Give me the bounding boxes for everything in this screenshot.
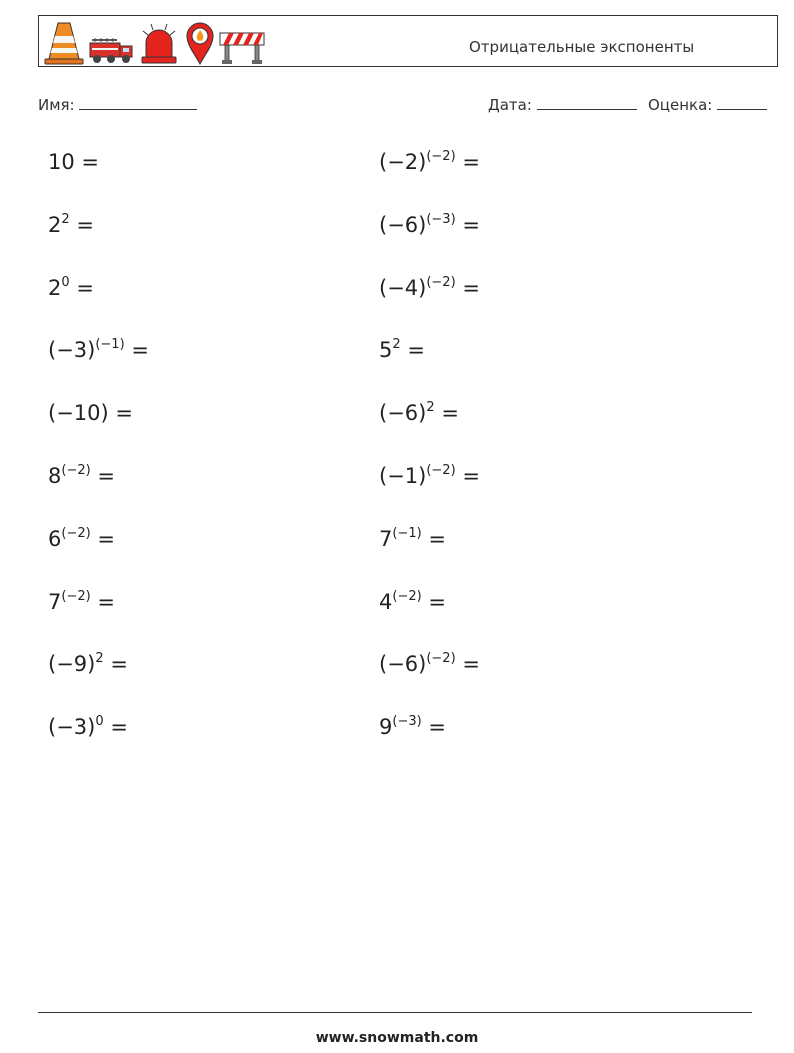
equals-sign: = [428,526,446,551]
equals-sign: = [462,275,480,300]
worksheet-title: Отрицательные экспоненты [469,38,695,56]
problem-item [379,715,446,739]
equals-sign: = [462,150,480,174]
problem-base: (−3) [48,338,96,363]
problem-item [379,150,480,174]
problem-base: 4 [379,589,393,614]
equals-sign: = [76,275,94,300]
problem-base: (−4) [379,275,427,300]
problem-exponent: 2 [426,400,435,416]
problem-exponent: (−2) [392,588,422,604]
problem-base: 8 [48,464,62,488]
problem-base: (−6) [379,401,427,426]
equals-sign: = [462,652,480,677]
problem-base: 2 [48,212,62,237]
fire-location-pin-icon [185,21,215,65]
footer-divider [38,1012,752,1013]
equals-sign: = [110,715,128,740]
equals-sign: = [131,338,149,363]
equals-sign: = [462,464,480,488]
name-field [38,95,197,114]
header-icons [43,19,265,65]
problem-item [379,652,480,676]
problem-base: 5 [379,338,393,363]
name-label: Имя: [38,96,75,114]
footer-website: www.snowmath.com [315,1030,479,1046]
problem-exponent: (−1) [392,525,422,541]
problem-base: 6 [48,526,62,551]
name-blank[interactable] [79,95,197,110]
problem-base: 9 [379,715,393,740]
siren-icon [137,21,181,65]
problem-item [48,276,94,300]
equals-sign: = [407,338,425,363]
problem-item [379,401,459,425]
problem-exponent: (−3) [426,211,456,227]
problem-item [48,464,115,488]
problem-exponent: (−2) [426,463,456,478]
fire-truck-icon [89,35,133,65]
problem-base: (−6) [379,212,427,237]
grade-label: Оценка: [648,96,713,114]
problem-exponent: (−2) [61,525,91,541]
problem-item [48,213,94,237]
equals-sign: = [441,401,459,426]
equals-sign: = [97,589,115,614]
problem-base: (−10) [48,401,109,426]
grade-field [648,95,767,114]
problem-base: 7 [379,526,393,551]
road-barrier-icon [219,31,265,65]
worksheet-header [38,15,778,67]
problem-item [379,590,446,614]
equals-sign: = [462,212,480,237]
problem-item [379,338,425,362]
traffic-cone-icon [43,21,85,65]
problem-item [48,150,99,174]
problem-base: (−6) [379,652,427,677]
problem-item [48,401,133,425]
equals-sign: = [81,150,100,174]
equals-sign: = [428,589,446,614]
date-field [488,95,637,114]
problem-base: (−9) [48,652,96,677]
problem-exponent: 0 [95,714,104,730]
equals-sign: = [428,715,446,740]
problem-exponent: 0 [61,274,70,290]
problem-base: 10 [48,150,75,174]
problem-base: (−2) [379,150,427,174]
problem-exponent: 2 [392,337,401,353]
problem-exponent: 2 [61,211,70,227]
problem-exponent: (−2) [426,651,456,667]
problem-item [379,527,446,551]
equals-sign: = [110,652,128,677]
problem-base: (−3) [48,715,96,740]
problem-item [48,715,128,739]
problem-exponent: (−1) [95,337,125,353]
problem-item [48,338,149,362]
problem-exponent: (−2) [426,149,456,164]
problem-base: 2 [48,275,62,300]
problem-item [48,527,115,551]
equals-sign: = [97,464,115,488]
problem-exponent: (−3) [392,714,422,730]
problem-exponent: (−2) [61,588,91,604]
problem-exponent: (−2) [61,463,91,478]
problem-base: (−1) [379,464,427,488]
date-blank[interactable] [537,95,637,110]
problem-base: 7 [48,589,62,614]
problem-item [379,276,480,300]
equals-sign: = [76,212,94,237]
problem-exponent: (−2) [426,274,456,290]
problem-item [379,213,480,237]
equals-sign: = [115,401,133,426]
problem-exponent: 2 [95,651,104,667]
grade-blank[interactable] [717,95,767,110]
date-label: Дата: [488,96,532,114]
problem-item [48,590,115,614]
problem-item [379,464,480,488]
problem-item [48,652,128,676]
equals-sign: = [97,526,115,551]
